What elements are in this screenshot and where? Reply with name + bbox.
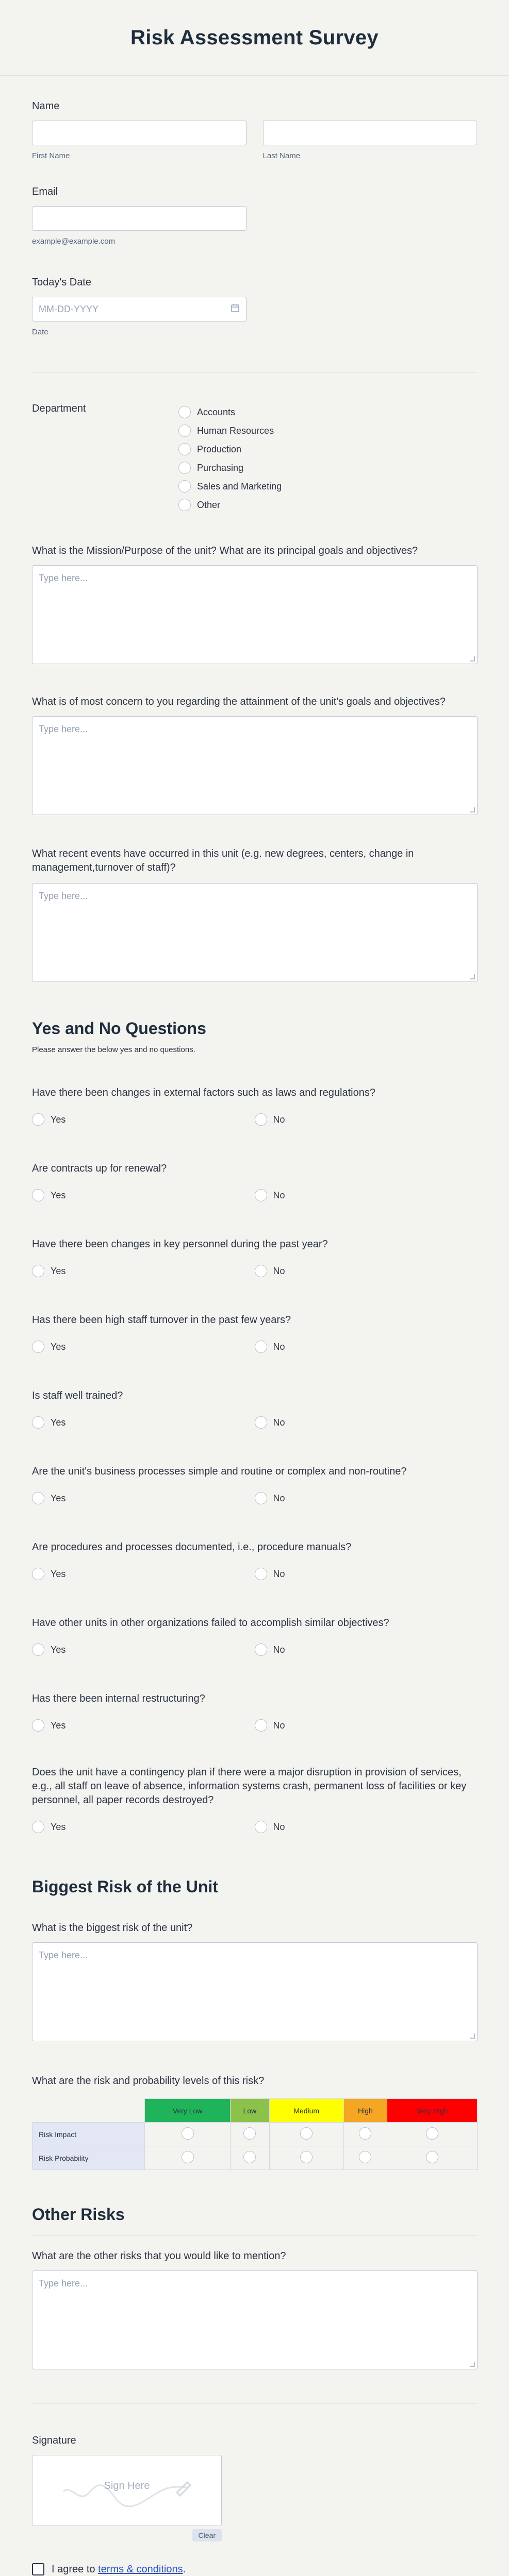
yesno-question: Is staff well trained? Yes No xyxy=(32,1389,477,1432)
radio-icon[interactable] xyxy=(255,1492,267,1504)
radio-icon[interactable] xyxy=(178,443,191,455)
other-risks-textarea[interactable]: Type here... xyxy=(32,2270,478,2369)
yesno-question: Have there been changes in external factors such as laws and regulations? Yes No xyxy=(32,1086,477,1129)
events-question: What recent events have occurred in this unit (e.g. new degrees, centers, change in management,turnover of staff)? xyxy=(32,848,414,873)
yesno-section xyxy=(32,1019,477,1054)
no-option[interactable]: No xyxy=(255,1818,478,1836)
terms-suffix: . xyxy=(183,2563,186,2575)
name-label: Name xyxy=(32,100,60,112)
no-option[interactable]: No xyxy=(255,1413,478,1432)
date-label: Today's Date xyxy=(32,277,91,288)
matrix-row xyxy=(32,2123,478,2146)
radio-icon[interactable] xyxy=(300,2151,313,2163)
yesno-question-list xyxy=(32,1086,477,1836)
department-field xyxy=(32,403,477,514)
email-input[interactable] xyxy=(32,206,247,231)
mission-question: What is the Mission/Purpose of the unit? What are its principal goals and objectives? xyxy=(32,545,418,556)
no-option[interactable]: No xyxy=(255,1565,478,1583)
department-option[interactable]: Purchasing xyxy=(178,459,282,477)
yes-option[interactable]: Yes xyxy=(32,1565,255,1583)
radio-icon[interactable] xyxy=(182,2127,194,2140)
yes-option[interactable]: Yes xyxy=(32,1337,255,1356)
matrix-cell[interactable] xyxy=(387,2123,478,2146)
yesno-question: Has there been internal restructuring? Yes No xyxy=(32,1692,477,1735)
matrix-column-header: Medium xyxy=(269,2099,343,2123)
terms-checkbox[interactable] xyxy=(32,2563,44,2575)
radio-icon[interactable] xyxy=(32,1492,44,1504)
concern-field xyxy=(32,696,477,815)
matrix-column-header: High xyxy=(343,2099,387,2123)
matrix-cell[interactable] xyxy=(269,2123,343,2146)
department-option[interactable]: Other xyxy=(178,496,282,514)
terms-prefix: I agree to xyxy=(52,2563,98,2575)
department-label: Department xyxy=(32,403,86,414)
biggest-risk-section xyxy=(32,1877,477,2041)
department-option[interactable]: Sales and Marketing xyxy=(178,477,282,496)
no-option[interactable]: No xyxy=(255,1716,478,1735)
matrix-row-header: Risk Probability xyxy=(32,2146,145,2170)
matrix-column-header: Low xyxy=(231,2099,270,2123)
radio-icon[interactable] xyxy=(32,1643,44,1656)
yesno-question: Have other units in other organizations failed to accomplish similar objectives? Yes No xyxy=(32,1616,477,1659)
matrix-cell[interactable] xyxy=(343,2146,387,2170)
resize-handle-icon[interactable] xyxy=(470,807,475,812)
yesno-question: Have there been changes in key personnel during the past year? Yes No xyxy=(32,1238,477,1280)
no-option[interactable]: No xyxy=(255,1110,478,1129)
email-label: Email xyxy=(32,186,58,197)
matrix-cell[interactable] xyxy=(231,2123,270,2146)
concern-textarea[interactable]: Type here... xyxy=(32,716,478,815)
radio-icon[interactable] xyxy=(243,2127,256,2140)
matrix-cell[interactable] xyxy=(145,2146,231,2170)
matrix-column-header: Very Low xyxy=(145,2099,231,2123)
email-field xyxy=(32,186,477,246)
matrix-corner xyxy=(32,2099,145,2123)
signature-placeholder: Sign Here xyxy=(104,2480,150,2492)
yesno-question: Are the unit's business processes simple and routine or complex and non-routine? Yes No xyxy=(32,1465,477,1507)
no-option[interactable]: No xyxy=(255,1489,478,1507)
calendar-icon[interactable] xyxy=(231,303,240,315)
first-name-input[interactable] xyxy=(32,121,247,145)
first-name-sublabel: First Name xyxy=(32,151,70,160)
yes-option[interactable]: Yes xyxy=(32,1110,255,1129)
last-name-input[interactable] xyxy=(263,121,478,145)
form-body xyxy=(0,100,509,2575)
no-option[interactable]: No xyxy=(255,1186,478,1205)
radio-icon[interactable] xyxy=(255,1719,267,1732)
name-field xyxy=(32,100,477,160)
department-option[interactable]: Human Resources xyxy=(178,421,282,440)
radio-icon[interactable] xyxy=(255,1189,267,1201)
other-risks-question: What are the other risks that you would like to mention? xyxy=(32,2250,286,2262)
other-risks-section xyxy=(32,2205,477,2369)
form-title: Risk Assessment Survey xyxy=(130,26,379,49)
biggest-risk-question: What is the biggest risk of the unit? xyxy=(32,1922,193,1934)
radio-icon[interactable] xyxy=(255,1643,267,1656)
date-sublabel: Date xyxy=(32,328,48,336)
department-option[interactable]: Production xyxy=(178,440,282,459)
events-textarea[interactable]: Type here... xyxy=(32,883,478,982)
radio-icon[interactable] xyxy=(32,1341,44,1353)
radio-icon[interactable] xyxy=(243,2151,256,2163)
yesno-question: Does the unit have a contingency plan if there were a major disruption in provision of services, e.g., all staff on leave of absence, information systems crash, permanent loss of facilities or key personnel, all paper records destroyed? Yes No xyxy=(32,1766,477,1836)
risk-matrix-field xyxy=(32,2075,477,2170)
no-option[interactable]: No xyxy=(255,1262,478,1280)
radio-icon[interactable] xyxy=(255,1341,267,1353)
yes-option[interactable]: Yes xyxy=(32,1716,255,1735)
biggest-risk-heading: Biggest Risk of the Unit xyxy=(32,1877,218,1896)
radio-icon[interactable] xyxy=(32,1568,44,1580)
radio-icon[interactable] xyxy=(359,2151,371,2163)
mission-field xyxy=(32,545,477,664)
other-risks-heading: Other Risks xyxy=(32,2205,125,2224)
radio-icon[interactable] xyxy=(32,1189,44,1201)
yes-option[interactable]: Yes xyxy=(32,1413,255,1432)
signature-field xyxy=(32,2435,477,2541)
no-option[interactable]: No xyxy=(255,1337,478,1356)
matrix-cell[interactable] xyxy=(231,2146,270,2170)
radio-icon[interactable] xyxy=(426,2151,438,2163)
radio-icon[interactable] xyxy=(178,480,191,493)
yes-option[interactable]: Yes xyxy=(32,1640,255,1659)
risk-matrix-table xyxy=(32,2098,478,2170)
resize-handle-icon[interactable] xyxy=(470,974,475,979)
events-field xyxy=(32,847,477,982)
radio-icon[interactable] xyxy=(178,499,191,511)
radio-icon[interactable] xyxy=(178,462,191,474)
yesno-subheading: Please answer the below yes and no questions. xyxy=(32,1045,195,1054)
email-sublabel: example@example.com xyxy=(32,237,116,246)
resize-handle-icon[interactable] xyxy=(470,656,475,662)
radio-icon[interactable] xyxy=(182,2151,194,2163)
radio-icon[interactable] xyxy=(32,1719,44,1732)
radio-icon[interactable] xyxy=(359,2127,371,2140)
section-divider xyxy=(32,372,477,373)
signature-label: Signature xyxy=(32,2435,76,2446)
section-divider xyxy=(32,2403,477,2404)
radio-icon[interactable] xyxy=(178,406,191,418)
biggest-risk-textarea[interactable]: Type here... xyxy=(32,1942,478,2041)
radio-icon[interactable] xyxy=(32,1265,44,1277)
last-name-sublabel: Last Name xyxy=(262,151,301,160)
radio-icon[interactable] xyxy=(32,1416,44,1429)
section-divider xyxy=(32,2235,477,2236)
matrix-column-header: Very High xyxy=(387,2099,478,2123)
matrix-row-header: Risk Impact xyxy=(32,2123,145,2146)
radio-icon[interactable] xyxy=(32,1821,44,1833)
resize-handle-icon[interactable] xyxy=(470,2362,475,2367)
matrix-cell[interactable] xyxy=(269,2146,343,2170)
matrix-cell[interactable] xyxy=(145,2123,231,2146)
date-placeholder: MM-DD-YYYY xyxy=(39,303,98,314)
radio-icon[interactable] xyxy=(300,2127,313,2140)
yes-option[interactable]: Yes xyxy=(32,1818,255,1836)
matrix-cell[interactable] xyxy=(387,2146,478,2170)
clear-signature-button[interactable]: Clear xyxy=(192,2529,222,2541)
radio-icon[interactable] xyxy=(255,1568,267,1580)
radio-icon[interactable] xyxy=(255,1113,267,1126)
yesno-question: Are contracts up for renewal? Yes No xyxy=(32,1162,477,1205)
date-input[interactable] xyxy=(32,297,247,321)
matrix-row xyxy=(32,2146,478,2170)
radio-icon[interactable] xyxy=(255,1265,267,1277)
yes-option[interactable]: Yes xyxy=(32,1489,255,1507)
form-header xyxy=(0,0,509,76)
mission-textarea[interactable]: Type here... xyxy=(32,565,478,664)
yesno-question: Are procedures and processes documented, i.e., procedure manuals? Yes No xyxy=(32,1540,477,1583)
matrix-cell[interactable] xyxy=(343,2123,387,2146)
resize-handle-icon[interactable] xyxy=(470,2033,475,2039)
department-options xyxy=(178,403,282,514)
radio-icon[interactable] xyxy=(426,2127,438,2140)
radio-icon[interactable] xyxy=(178,425,191,437)
concern-question: What is of most concern to you regarding the attainment of the unit's goals and objectives? xyxy=(32,696,446,707)
terms-link[interactable]: terms & conditions xyxy=(98,2563,183,2575)
yes-option[interactable]: Yes xyxy=(32,1186,255,1205)
radio-icon[interactable] xyxy=(32,1113,44,1126)
radio-icon[interactable] xyxy=(255,1821,267,1833)
radio-icon[interactable] xyxy=(255,1416,267,1429)
department-option[interactable]: Accounts xyxy=(178,403,282,421)
date-field xyxy=(32,277,477,336)
signature-pad[interactable] xyxy=(32,2455,222,2526)
yes-option[interactable]: Yes xyxy=(32,1262,255,1280)
yesno-question: Has there been high staff turnover in the past few years? Yes No xyxy=(32,1313,477,1356)
yesno-heading: Yes and No Questions xyxy=(32,1019,206,1038)
no-option[interactable]: No xyxy=(255,1640,478,1659)
risk-matrix-question: What are the risk and probability levels of this risk? xyxy=(32,2075,265,2087)
terms-field xyxy=(32,2563,477,2575)
